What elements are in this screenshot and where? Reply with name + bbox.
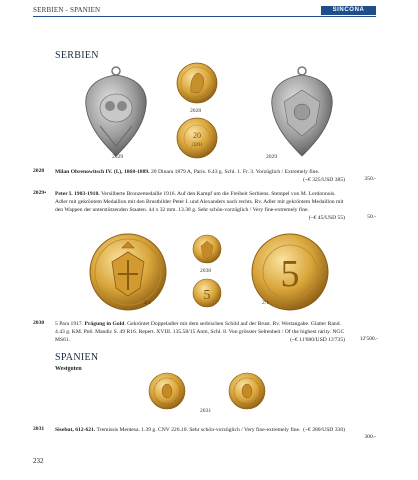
coin-2031-reverse-image [228, 372, 266, 410]
lot-price-2030: 12'500.- [359, 336, 378, 342]
lot-estimate-2031: (~€ 280/USD 330) [303, 427, 345, 433]
lot-text-2030: . Gekröntet Doppeladler mit dem serbischen Schild auf der Brust. Rv. Wertangabe. Glatter Rand. 4.43 g. KM. Pn6. Mandic S. 49 R16. Repert. XVIII. 135.58/15 Anm, Schl. 8. Von grösster Seltenheit / Of the highest rarity. NGC MS61. [55, 321, 345, 343]
medal-reverse-image [266, 66, 338, 158]
lot-title-2028: Milan Obrenowitsch IV. (I.), 1868-1889. [55, 169, 150, 175]
ratio-label-right: 2:1 [262, 300, 270, 306]
lot-description-2029 [55, 190, 345, 222]
caption-2031: 2031 [200, 408, 212, 414]
medal-obverse-image [80, 66, 152, 158]
svg-text:5: 5 [280, 253, 300, 295]
running-header: SERBIEN - SPANIEN [33, 6, 101, 14]
lot-estimate-2029: (~€ 45/USD 55) [308, 215, 345, 221]
coin-2030-obverse-image [192, 234, 222, 264]
lot-estimate-2030: (~€ 11'680/USD 13'735) [290, 337, 345, 343]
lot-description-2030 [55, 320, 345, 344]
lot-text-2028: 20 Dinara 1879 A, Paris. 6.43 g. Schl. 1. Fr. 3. Vorzüglich / Extremely fine. [149, 169, 320, 175]
lot-estimate-2028: (~€ 325/USD 385) [303, 177, 345, 183]
caption-2030: 2030 [200, 268, 212, 274]
coin-2028-reverse-image [176, 117, 218, 159]
lot-price-2029: 50.- [367, 214, 376, 220]
lot-description-2028 [55, 168, 345, 184]
page-number: 232 [33, 457, 44, 465]
lot-text-2031: Tremissis Mentesa. 1.39 g. CNV 226.10. Sehr schön-vorzüglich / Very fine-extremely fine. [95, 427, 301, 433]
caption-2029-left: 2029 [112, 154, 124, 160]
lot-text-2029: Versilberte Bronzemedaille 1916. Auf den Kampf um die Freiheit Serbiens. Stempel von M. Lordonnois. Adler mit gekröntem Medaillon mit den Brustbilder Peter I. und Alexanders nach rechts. Rv. Adler mit gekröntem Medaillon mit den Wappen der unterstützenden Staaten. 44 x 32 mm. 13.38 g. Sehr schön-vorzüglich / Very fine-extremely fine. [55, 191, 344, 213]
lot-number-2029: 2029• [33, 190, 47, 196]
section-subtitle-westgoten: Westgoten [55, 366, 82, 372]
lot-title-2031: Sisebut, 612-621. [55, 427, 96, 433]
coin-2028-obverse-image [176, 62, 218, 104]
ratio-label-left: 2:1 [144, 300, 152, 306]
svg-text:ДИН: ДИН [191, 143, 203, 148]
lot-bold-2030: Prägung in Gold [84, 321, 125, 327]
section-title-spanien: SPANIEN [55, 352, 99, 363]
caption-2029-right: 2029 [266, 154, 278, 160]
svg-text:5: 5 [203, 288, 211, 303]
header-rule [33, 16, 376, 17]
lot-price-2028: 350.- [364, 176, 376, 182]
section-title-serbien: SERBIEN [55, 50, 99, 61]
lot-number-2028: 2028 [33, 168, 45, 174]
svg-text:20: 20 [193, 131, 201, 140]
coin-2031-obverse-image [148, 372, 186, 410]
lot-price-2031: 300.- [364, 434, 376, 440]
lot-description-2031 [55, 426, 345, 434]
brand-logo: SINCONA [321, 6, 376, 15]
lot-number-2031: 2031 [33, 426, 45, 432]
lot-title-2029: Peter I. 1903-1918. [55, 191, 100, 197]
lot-number-2030: 2030 [33, 320, 45, 326]
caption-2028: 2028 [190, 108, 202, 114]
lot-text-pre-2030: 5 Para 1917. [55, 321, 85, 327]
coin-2030-obverse-enlarged-image [88, 232, 168, 312]
coin-2030-reverse-image [192, 278, 222, 308]
